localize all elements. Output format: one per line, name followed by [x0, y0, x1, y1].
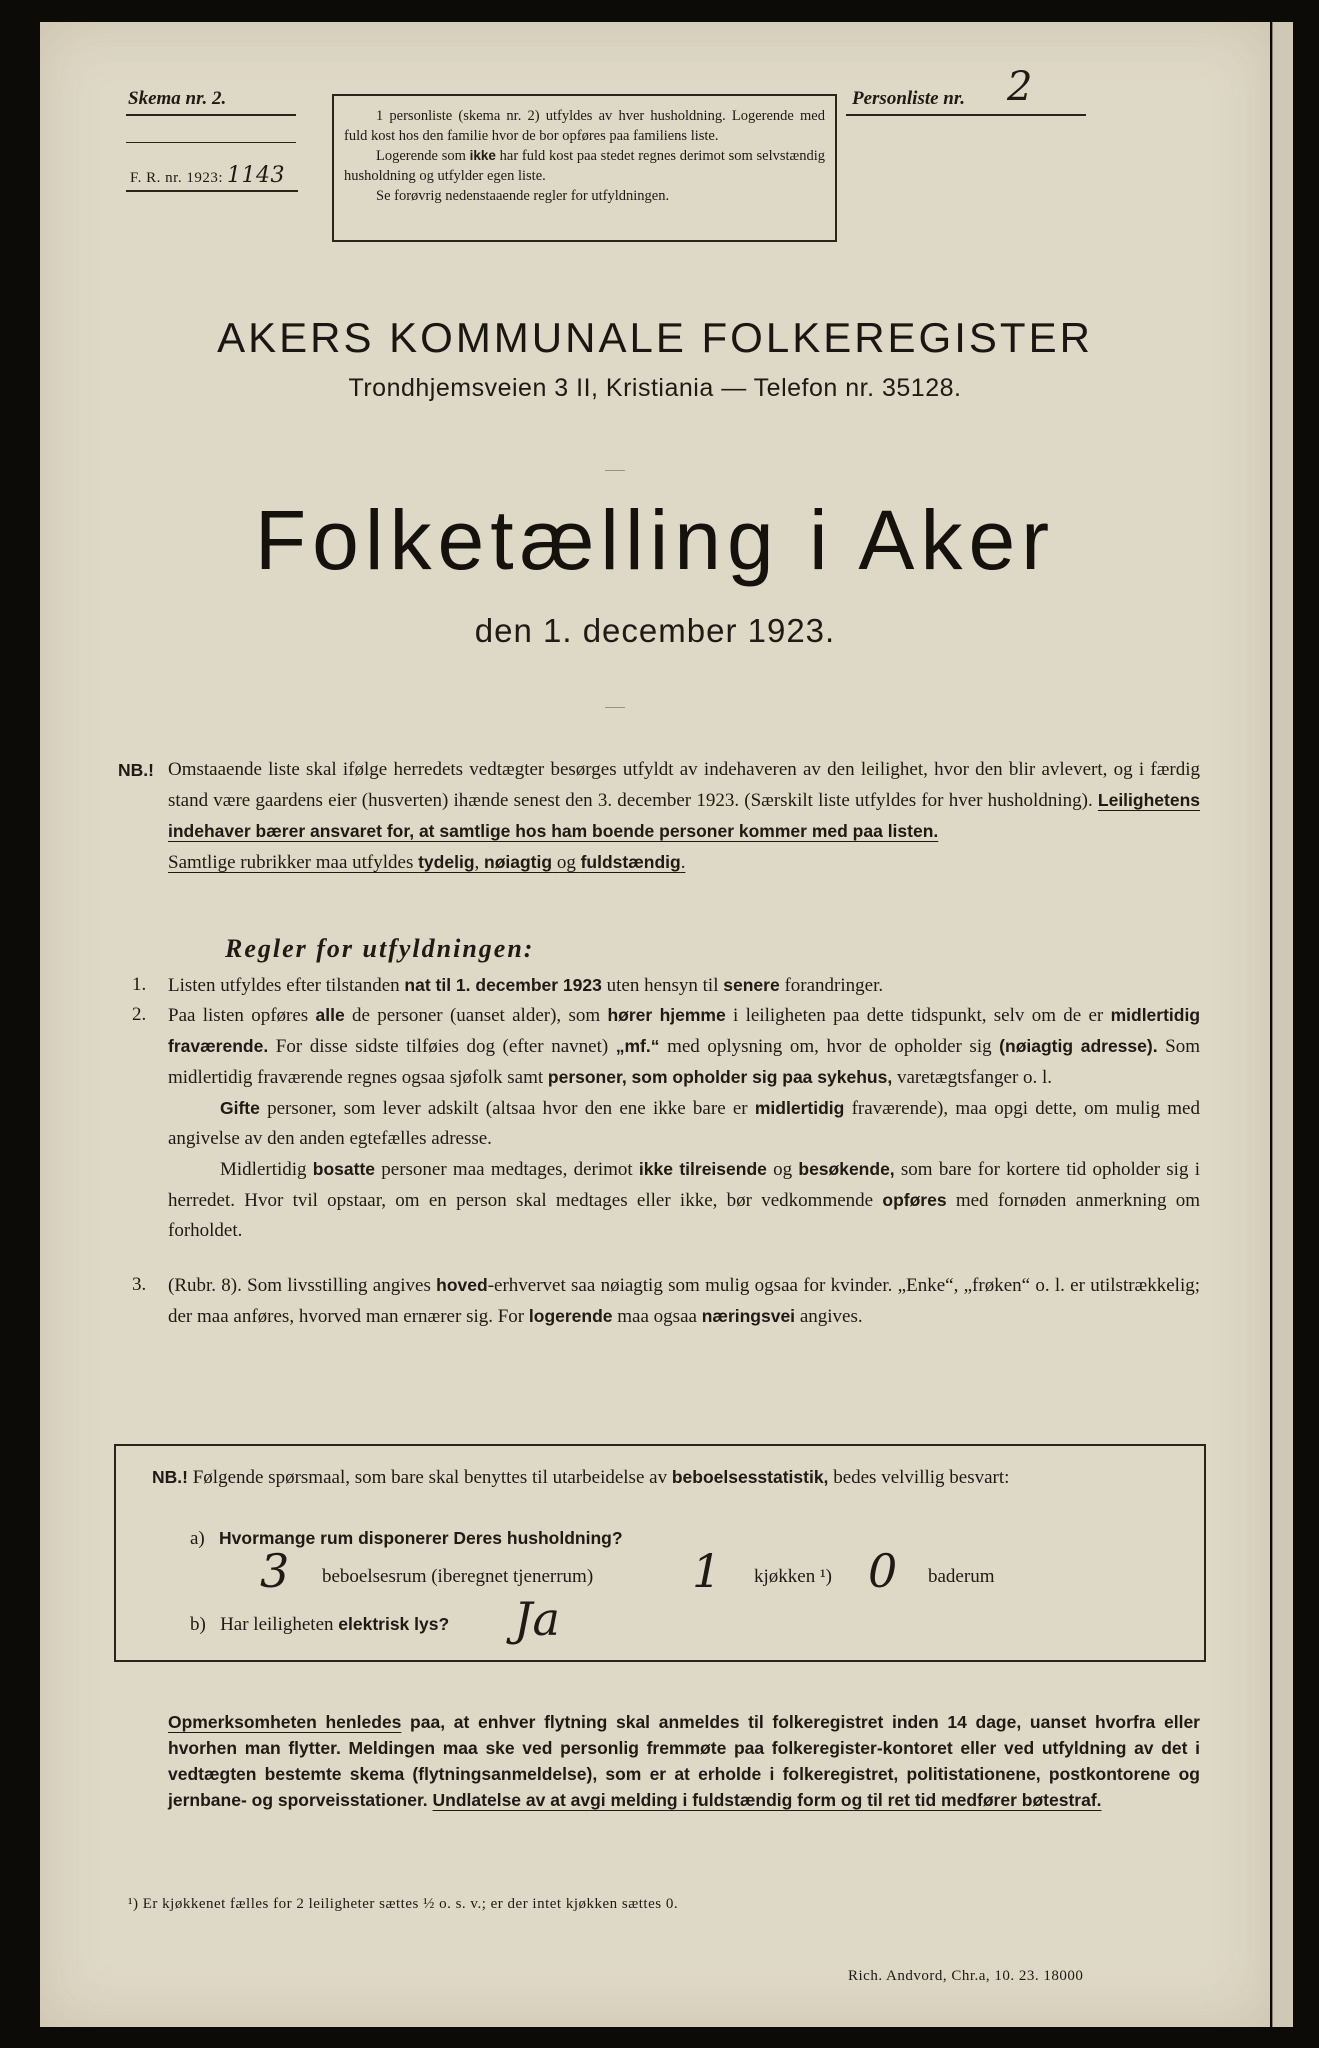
fr-label: F. R. nr. 1923:	[130, 170, 223, 186]
rule-emphasis: næringsvei	[701, 1306, 796, 1326]
rule-text: og	[766, 1159, 799, 1180]
electric-light-handwritten-answer[interactable]: Ja	[514, 1592, 560, 1646]
rule-text: angives.	[795, 1306, 863, 1327]
page-title: Folketælling i Aker	[254, 493, 1056, 587]
notice-text: har fuld kost paa stedet regnes derimot som selvstændig husholdning og utfylder egen liste.	[344, 148, 825, 184]
rule-emphasis: (nøiagtig adresse).	[999, 1036, 1158, 1056]
rule-text: med fornøden anmerkning om forholdet.	[168, 1190, 1200, 1241]
notice-emphasis: Opmerksomheten henledes	[168, 1712, 402, 1732]
fr-number	[130, 163, 285, 188]
kitchen-label: kjøkken ¹)	[754, 1566, 832, 1587]
rule-emphasis: besøkende,	[798, 1159, 895, 1179]
nb-instructions	[168, 755, 1200, 878]
question-text: Hvormange rum disponerer Deres husholdning?	[219, 1528, 623, 1548]
notice-emphasis: Undlatelse av at avgi melding i fuldstændig form og til ret tid medfører bøtestraf.	[432, 1790, 1102, 1810]
rule-emphasis: alle	[315, 1005, 345, 1025]
rule-text: (Rubr. 8). Som livsstilling angives	[168, 1275, 437, 1296]
printer-imprint: Rich. Andvord, Chr.a, 10. 23. 18000	[848, 1968, 1084, 1984]
rule-text: personer, som lever adskilt (altsaa hvor den ene ikke bare er	[259, 1098, 755, 1119]
rule-text: For disse sidste tilføies dog (efter navnet)	[268, 1036, 616, 1057]
rule-emphasis: „mf.“	[615, 1036, 660, 1056]
rule-text: maa ogsaa	[612, 1306, 702, 1327]
question-text: Har leiligheten	[220, 1614, 339, 1635]
moving-notice	[168, 1709, 1200, 1813]
notice-text: Logerende som	[376, 148, 470, 164]
rule-emphasis: personer, som opholder sig paa sykehus,	[547, 1067, 893, 1087]
rule-text: -erhvervet saa nøiagtig som mulig ogsaa for kvinder. „Enke“, „frøken“ o. l. er utilstrækkelig; der maa anføres, hvorved man ernærer sig. For	[168, 1275, 1201, 1327]
fr-rule-top	[126, 142, 296, 143]
paper-edge	[1272, 22, 1293, 2027]
kitchen-handwritten-value[interactable]: 1	[692, 1544, 722, 1598]
personliste-number	[852, 64, 1033, 110]
nb-text: Omstaaende liste skal ifølge herredets vedtægter besørges utfyldt av indehaveren av den leilighet, hvor den blir avlevert, og i færdig stand være gaardens eier (husverten) ihænde senest den 3. december 1923. (Særskilt liste utfyldes for hver husholdning).	[168, 759, 1200, 811]
housing-text: bedes velvillig besvart:	[828, 1467, 1010, 1488]
notice-text: paa, at enhver flytning skal anmeldes til folkeregistret inden 14 dage, uanset hvorfra eller hvorhen man flytter. Meldingen maa ske ved personlig fremmøte paa folkeregister-kontoret eller ved utfyldning av det i vedtægten bestemte skema (flytningsanmeldelse), som er at erholde i folkeregistret, politistationene, postkontorene og jernbane- og sporveisstationer.	[168, 1712, 1200, 1810]
rooms-handwritten-value[interactable]: 3	[260, 1544, 290, 1598]
housing-emphasis: beboelsesstatistik,	[671, 1467, 829, 1487]
rule-text: personer maa medtages, derimot	[375, 1159, 639, 1180]
skema-rule	[126, 114, 296, 116]
nb-emphasis: Leilighetens indehaver bærer ansvaret for, at samtlige hos ham boende personer kommer med paa listen.	[168, 790, 1200, 841]
rule-text: fraværende), maa opgi dette, om mulig med angivelse av den anden egtefælles adresse.	[168, 1098, 1200, 1149]
question-a	[190, 1528, 623, 1550]
rule-emphasis: ikke tilreisende	[638, 1159, 767, 1179]
question-prefix: b)	[190, 1614, 206, 1635]
rule-1	[168, 970, 1200, 1001]
rooms-label: beboelsesrum (iberegnet tjenerrum)	[322, 1566, 594, 1587]
nb-text: ,	[474, 852, 485, 873]
housing-intro	[152, 1462, 1168, 1493]
census-form-sheet	[40, 22, 1270, 2027]
rule-emphasis: hører hjemme	[607, 1005, 726, 1025]
housing-statistics-box	[114, 1444, 1206, 1662]
fr-handwritten-value: 1143	[226, 163, 285, 188]
rule-text: Listen utfyldes efter tilstanden	[168, 975, 405, 996]
office-title: AKERS KOMMUNALE FOLKEREGISTER	[217, 314, 1093, 361]
rule-emphasis: logerende	[528, 1306, 613, 1326]
rule-text: forandringer.	[779, 975, 884, 996]
divider-mark	[605, 470, 625, 471]
rule-text: som bare for kortere tid opholder sig i herredet. Hvor tvil opstaar, om en person skal medtages eller ikke, bør vedkommende	[168, 1159, 1200, 1211]
notice-paragraph-2	[344, 146, 825, 186]
household-notice-box	[332, 94, 837, 242]
rule-text: uten hensyn til	[601, 975, 724, 996]
nb-text: Samtlige rubrikker maa utfyldes	[168, 852, 419, 873]
personliste-rule	[846, 114, 1086, 116]
personliste-label: Personliste nr.	[852, 88, 965, 109]
rule-emphasis: opføres	[882, 1190, 947, 1210]
rule-emphasis: bosatte	[312, 1159, 376, 1179]
notice-paragraph-1: 1 personliste (skema nr. 2) utfyldes av hver husholdning. Logerende med fuld kost hos den familie hvor de bor opføres paa familiens liste.	[344, 108, 825, 144]
rule-number: 1.	[132, 974, 147, 995]
nb-emphasis: nøiagtig	[484, 852, 553, 872]
rule-text: varetægtsfanger o. l.	[892, 1067, 1053, 1088]
rule-text: Midlertidig	[220, 1159, 313, 1180]
rule-text: de personer (uanset alder), som	[344, 1005, 608, 1026]
office-address: Trondhjemsveien 3 II, Kristiania — Telefon nr. 35128.	[348, 374, 962, 402]
fr-rule	[126, 190, 298, 192]
rule-2	[168, 1000, 1200, 1246]
rule-number: 3.	[132, 1274, 147, 1295]
rule-emphasis: midlertidig fraværende.	[168, 1005, 1201, 1056]
nb-text: .	[680, 852, 686, 873]
rule-emphasis: senere	[723, 975, 780, 995]
nb-text: og	[552, 852, 581, 873]
notice-paragraph-3: Se forøvrig nedenstaaende regler for utfyldningen.	[376, 188, 670, 204]
rule-emphasis: hoved	[436, 1275, 488, 1295]
divider-mark	[605, 707, 625, 708]
skema-number: Skema nr. 2.	[128, 88, 227, 109]
nb-emphasis: fuldstændig	[580, 852, 681, 872]
rule-emphasis: Gifte	[220, 1098, 260, 1118]
question-prefix: a)	[190, 1528, 205, 1549]
bath-handwritten-value[interactable]: 0	[868, 1544, 898, 1598]
rule-emphasis: midlertidig	[754, 1098, 845, 1118]
nb-label: NB.!	[152, 1467, 188, 1487]
nb-label: NB.!	[118, 760, 154, 780]
rule-text: i leiligheten paa dette tidspunkt, selv om de er	[725, 1005, 1111, 1026]
notice-emphasis: ikke	[469, 148, 496, 163]
rule-number: 2.	[132, 1004, 147, 1025]
rule-text: med oplysning om, hvor de opholder sig	[659, 1036, 1000, 1057]
census-date: den 1. december 1923.	[474, 612, 836, 649]
footnote: ¹) Er kjøkkenet fælles for 2 leiligheter sættes ½ o. s. v.; er der intet kjøkken sættes 0.	[128, 1896, 679, 1912]
question-b	[190, 1614, 449, 1636]
personliste-handwritten-value: 2	[1007, 64, 1033, 110]
rule-2b	[168, 1093, 1200, 1154]
question-emphasis: elektrisk lys?	[338, 1614, 450, 1634]
rule-text: Paa listen opføres	[168, 1005, 316, 1026]
rule-emphasis: nat til 1. december 1923	[404, 975, 602, 995]
rule-3	[168, 1270, 1200, 1332]
bath-label: baderum	[928, 1566, 995, 1587]
rule-2a	[168, 1005, 1200, 1088]
housing-text: Følgende spørsmaal, som bare skal benyttes til utarbeidelse av	[192, 1467, 672, 1488]
rules-heading: Regler for utfyldningen:	[225, 934, 535, 963]
nb-line	[168, 852, 685, 873]
nb-emphasis: tydelig	[418, 852, 475, 872]
rule-2c	[168, 1154, 1200, 1246]
rule-text: Som midlertidig fraværende regnes ogsaa sjøfolk samt	[168, 1036, 1200, 1088]
